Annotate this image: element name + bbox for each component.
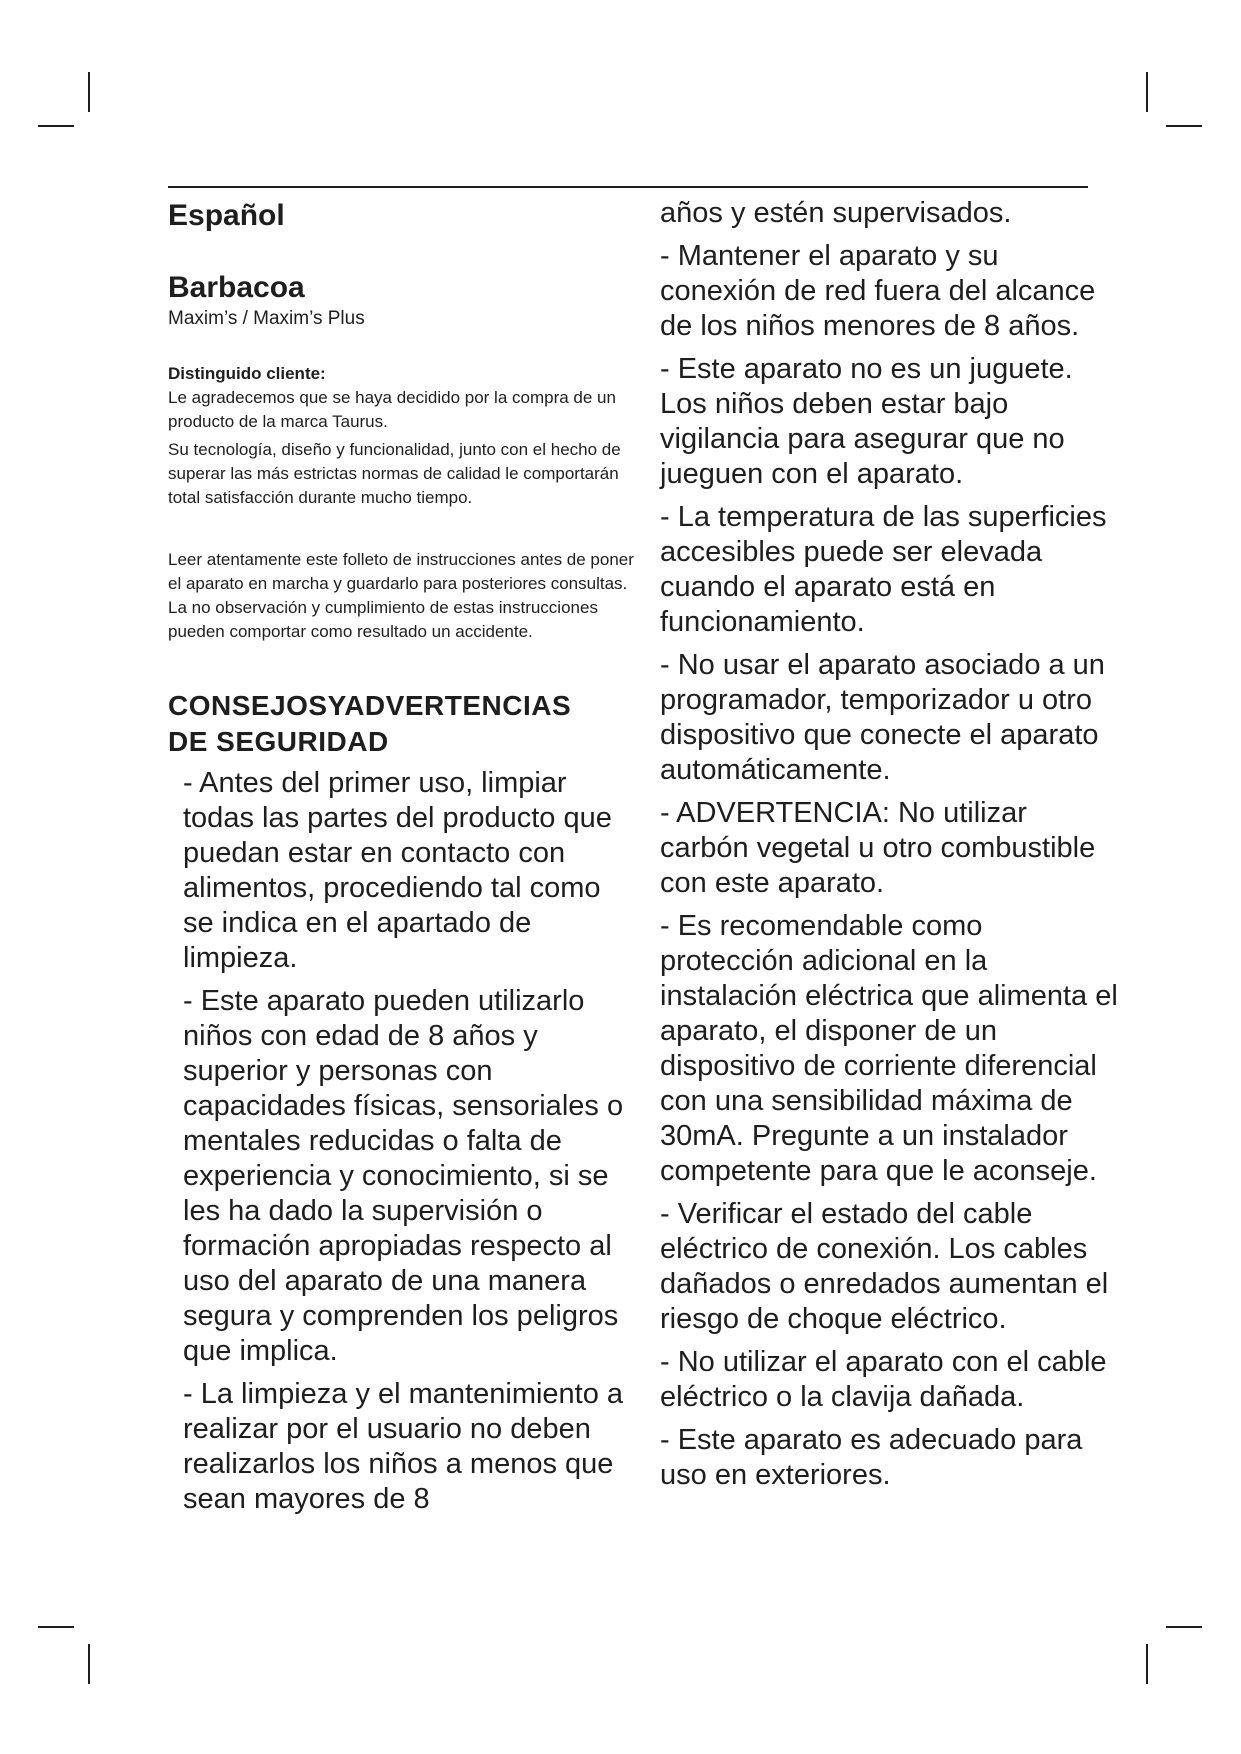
safety-heading (168, 688, 638, 760)
crop-mark-top-left-vertical (88, 72, 90, 112)
header-rule (168, 186, 1088, 188)
safety-item: - La limpieza y el mantenimiento a realizar por el usuario no deben realizarlos los niños a menos que sean mayores de 8 (183, 1378, 624, 1515)
safety-item: años y estén supervisados. (660, 197, 1012, 229)
greeting: Distinguido cliente: (168, 364, 326, 383)
right-column (660, 196, 1120, 1501)
product-title: Barbacoa (168, 271, 305, 304)
crop-mark-bottom-right-horizontal (1166, 1626, 1202, 1628)
product-models: Maxim’s / Maxim’s Plus (168, 308, 365, 329)
safety-item: - Antes del primer uso, limpiar todas las partes del producto que puedan estar en contacto con alimentos, procediendo tal como se indica en el apartado de limpieza. (183, 767, 612, 974)
crop-mark-top-right-horizontal (1166, 125, 1202, 127)
safety-item: - La temperatura de las superficies accesibles puede ser elevada cuando el aparato está en funcionamiento. (660, 501, 1107, 638)
safety-heading-line: DE SEGURIDAD (168, 726, 389, 757)
language-title: Español (168, 199, 285, 232)
safety-item: - Verificar el estado del cable eléctrico de conexión. Los cables dañados o enredados aumentan el riesgo de choque eléctrico. (660, 1198, 1109, 1335)
crop-mark-top-right-vertical (1146, 72, 1148, 112)
read-notice: Leer atentamente este folleto de instrucciones antes de poner el aparato en marcha y guardarlo para posteriores consultas. La no observación y cumplimiento de estas instrucciones pueden comportar como resultado un accidente. (168, 550, 634, 641)
crop-mark-bottom-left-horizontal (38, 1626, 74, 1628)
crop-mark-top-left-horizontal (38, 125, 74, 127)
safety-item: - No utilizar el aparato con el cable eléctrico o la clavija dañada. (660, 1346, 1107, 1413)
intro-paragraph: Le agradecemos que se haya decidido por la compra de un producto de la marca Taurus. (168, 388, 616, 431)
crop-mark-bottom-left-vertical (88, 1644, 90, 1684)
safety-item: - Este aparato no es un juguete. Los niños deben estar bajo vigilancia para asegurar que no jueguen con el aparato. (660, 353, 1073, 490)
safety-item: - Mantener el aparato y su conexión de red fuera del alcance de los niños menores de 8 años. (660, 240, 1096, 342)
crop-mark-bottom-right-vertical (1146, 1644, 1148, 1684)
safety-item: - Este aparato es adecuado para uso en exteriores. (660, 1424, 1083, 1491)
safety-heading-line: CONSEJOSYADVERTENCIAS (168, 690, 572, 721)
intro-paragraph: Su tecnología, diseño y funcionalidad, junto con el hecho de superar las más estrictas normas de calidad le comportarán total satisfacción durante mucho tiempo. (168, 440, 621, 507)
safety-item: - Este aparato pueden utilizarlo niños con edad de 8 años y superior y personas con capacidades físicas, sensoriales o mentales reducidas o falta de experiencia y conocimiento, si se les ha dado la supervisión o formación apropiadas respecto al uso del aparato de una manera segura y comprenden los peligros que implica. (183, 985, 624, 1367)
safety-item: - Es recomendable como protección adicional en la instalación eléctrica que alimenta el aparato, el disponer de un dispositivo de corriente diferencial con una sensibilidad máxima de 30mA. Pregunte a un instalador competente para que le aconseje. (660, 910, 1118, 1187)
safety-item: - No usar el aparato asociado a un programador, temporizador u otro dispositivo que conecte el aparato automáticamente. (660, 649, 1105, 786)
left-column (168, 196, 638, 1525)
safety-item: - ADVERTENCIA: No utilizar carbón vegetal u otro combustible con este aparato. (660, 797, 1096, 899)
